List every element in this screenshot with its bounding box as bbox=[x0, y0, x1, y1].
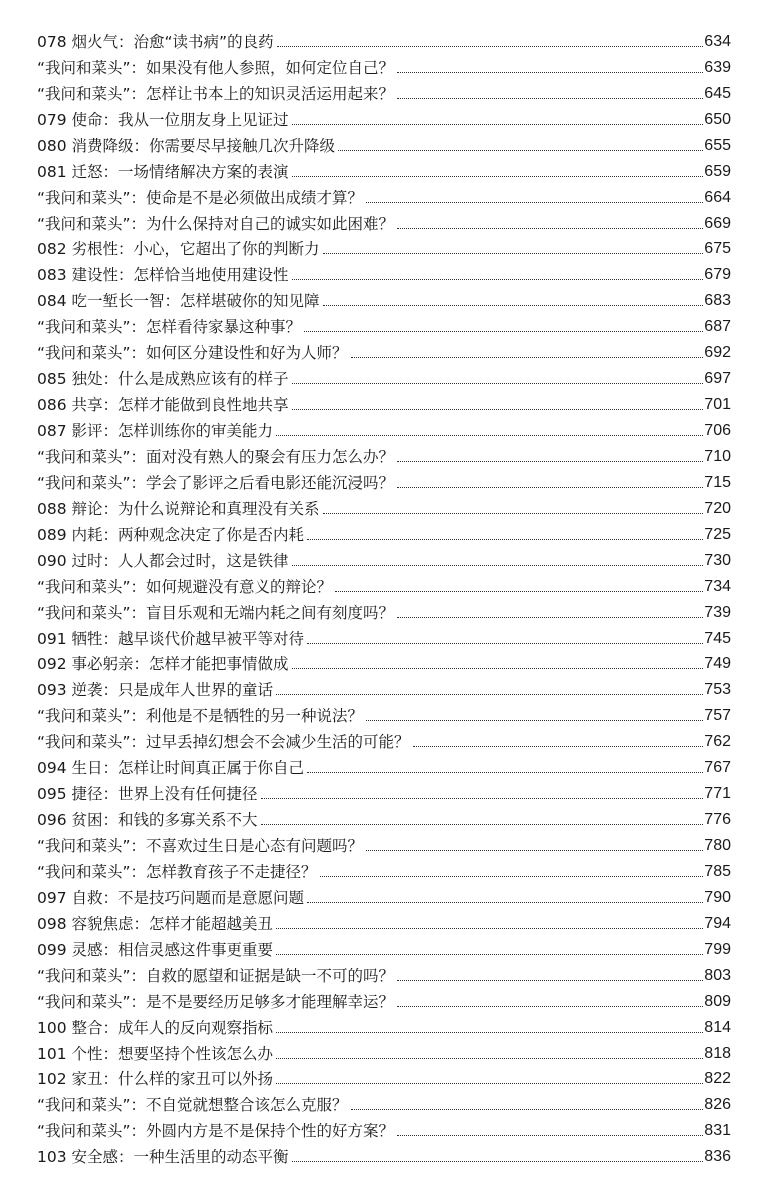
toc-entry-title: 085 独处：什么是成熟应该有的样子 bbox=[37, 370, 289, 389]
dot-leader bbox=[276, 694, 703, 695]
dot-leader bbox=[397, 487, 703, 488]
toc-entry-title: “我问和菜头”：怎样让书本上的知识灵活运用起来？ bbox=[37, 84, 395, 103]
dot-leader bbox=[276, 1083, 703, 1084]
toc-entry-page-number: 720 bbox=[704, 499, 731, 517]
toc-entry-title: 082 劣根性：小心，它超出了你的判断力 bbox=[37, 240, 320, 259]
toc-entry[interactable] bbox=[37, 182, 731, 208]
dot-leader bbox=[292, 668, 704, 669]
toc-entry-page-number: 675 bbox=[704, 240, 731, 258]
toc-entry-page-number: 818 bbox=[704, 1044, 731, 1062]
toc-entry-title: 084 吃一堑长一智：怎样堪破你的知见障 bbox=[37, 292, 320, 311]
toc-entry-title: 096 贫困：和钱的多寡关系不大 bbox=[37, 811, 258, 830]
toc-entry-page-number: 753 bbox=[704, 681, 731, 699]
toc-entry[interactable] bbox=[37, 337, 731, 363]
toc-entry[interactable] bbox=[37, 389, 731, 415]
toc-entry-title: 098 容貌焦虑：怎样才能超越美丑 bbox=[37, 914, 274, 933]
dot-leader bbox=[335, 591, 703, 592]
toc-entry[interactable] bbox=[37, 804, 731, 830]
toc-entry-title: 102 家丑：什么样的家丑可以外扬 bbox=[37, 1070, 274, 1089]
toc-entry[interactable] bbox=[37, 415, 731, 441]
dot-leader bbox=[397, 980, 703, 981]
toc-entry-title: “我问和菜头”：如何规避没有意义的辩论？ bbox=[37, 577, 333, 596]
toc-entry[interactable] bbox=[37, 285, 731, 311]
toc-entry-page-number: 809 bbox=[704, 992, 731, 1010]
dot-leader bbox=[276, 954, 703, 955]
toc-entry-page-number: 794 bbox=[704, 914, 731, 932]
table-of-contents bbox=[37, 26, 731, 1167]
dot-leader bbox=[323, 513, 704, 514]
dot-leader bbox=[366, 202, 703, 203]
toc-entry[interactable] bbox=[37, 1064, 731, 1090]
toc-entry[interactable] bbox=[37, 1012, 731, 1038]
toc-entry[interactable] bbox=[37, 726, 731, 752]
toc-entry-page-number: 655 bbox=[704, 136, 731, 154]
dot-leader bbox=[277, 46, 704, 47]
toc-entry[interactable] bbox=[37, 908, 731, 934]
toc-entry-page-number: 799 bbox=[704, 940, 731, 958]
toc-entry-page-number: 687 bbox=[704, 318, 731, 336]
toc-entry[interactable] bbox=[37, 830, 731, 856]
dot-leader bbox=[292, 176, 704, 177]
dot-leader bbox=[292, 409, 704, 410]
toc-entry-title: 103 安全感：一种生活里的动态平衡 bbox=[37, 1148, 289, 1167]
toc-entry[interactable] bbox=[37, 1115, 731, 1141]
dot-leader bbox=[323, 253, 704, 254]
dot-leader bbox=[338, 150, 703, 151]
toc-entry-page-number: 757 bbox=[704, 707, 731, 725]
dot-leader bbox=[397, 228, 703, 229]
toc-entry[interactable] bbox=[37, 493, 731, 519]
dot-leader bbox=[323, 305, 704, 306]
toc-entry-title: 091 牺牲：越早谈代价越早被平等对待 bbox=[37, 629, 305, 648]
toc-entry-title: 087 影评：怎样训练你的审美能力 bbox=[37, 422, 274, 440]
toc-entry-page-number: 785 bbox=[704, 862, 731, 880]
toc-entry-page-number: 639 bbox=[704, 58, 731, 76]
toc-entry-title: 101 个性：想要坚持个性该怎么办 bbox=[37, 1044, 274, 1063]
dot-leader bbox=[292, 565, 704, 566]
dot-leader bbox=[397, 1135, 703, 1136]
toc-entry-page-number: 822 bbox=[704, 1070, 731, 1088]
toc-entry[interactable] bbox=[37, 156, 731, 182]
toc-entry[interactable] bbox=[37, 623, 731, 649]
dot-leader bbox=[413, 746, 704, 747]
toc-entry-page-number: 771 bbox=[704, 785, 731, 803]
toc-entry-title: 099 灵感：相信灵感这件事更重要 bbox=[37, 940, 274, 959]
toc-entry[interactable] bbox=[37, 752, 731, 778]
dot-leader bbox=[276, 928, 703, 929]
dot-leader bbox=[351, 357, 704, 358]
toc-entry[interactable] bbox=[37, 700, 731, 726]
dot-leader bbox=[307, 539, 703, 540]
toc-entry-title: 086 共享：怎样才能做到良性地共享 bbox=[37, 396, 289, 415]
toc-entry-title: “我问和菜头”：怎样教育孩子不走捷径？ bbox=[37, 862, 317, 881]
toc-entry-title: “我问和菜头”：利他是不是牺牲的另一种说法？ bbox=[37, 707, 364, 726]
toc-entry-page-number: 692 bbox=[704, 344, 731, 362]
toc-entry-page-number: 664 bbox=[704, 188, 731, 206]
dot-leader bbox=[292, 383, 704, 384]
toc-entry-title: 097 自救：不是技巧问题而是意愿问题 bbox=[37, 888, 305, 907]
toc-entry-title: 078 烟火气：治愈“读书病”的良药 bbox=[37, 32, 274, 51]
toc-entry-page-number: 836 bbox=[704, 1148, 731, 1166]
toc-entry-page-number: 679 bbox=[704, 266, 731, 284]
toc-entry-title: 092 事必躬亲：怎样才能把事情做成 bbox=[37, 655, 289, 674]
toc-entry-page-number: 659 bbox=[704, 162, 731, 180]
toc-entry-page-number: 826 bbox=[704, 1096, 731, 1114]
toc-entry[interactable] bbox=[37, 960, 731, 986]
dot-leader bbox=[351, 1109, 704, 1110]
toc-entry-page-number: 701 bbox=[704, 396, 731, 414]
toc-entry-title: 079 使命：我从一位朋友身上见证过 bbox=[37, 110, 289, 129]
toc-entry-title: 093 逆袭：只是成年人世界的童话 bbox=[37, 681, 274, 700]
toc-entry-page-number: 650 bbox=[704, 110, 731, 128]
toc-entry-title: “我问和菜头”：如何区分建设性和好为人师？ bbox=[37, 344, 348, 363]
toc-entry-page-number: 767 bbox=[704, 759, 731, 777]
toc-entry[interactable] bbox=[37, 778, 731, 804]
toc-entry-page-number: 814 bbox=[704, 1018, 731, 1036]
dot-leader bbox=[397, 1006, 703, 1007]
toc-entry[interactable] bbox=[37, 1089, 731, 1115]
toc-entry[interactable] bbox=[37, 545, 731, 571]
toc-entry-title: “我问和菜头”：过早丢掉幻想会不会减少生活的可能？ bbox=[37, 733, 410, 752]
toc-entry[interactable] bbox=[37, 571, 731, 597]
dot-leader bbox=[307, 643, 703, 644]
toc-entry-title: “我问和菜头”：怎样看待家暴这种事？ bbox=[37, 318, 302, 337]
dot-leader bbox=[276, 435, 703, 436]
toc-entry-page-number: 730 bbox=[704, 551, 731, 569]
toc-entry[interactable] bbox=[37, 674, 731, 700]
toc-entry-title: 094 生日：怎样让时间真正属于你自己 bbox=[37, 759, 305, 778]
toc-entry-title: “我问和菜头”：自救的愿望和证据是缺一不可的吗？ bbox=[37, 966, 395, 985]
toc-entry-page-number: 645 bbox=[704, 84, 731, 102]
toc-entry[interactable] bbox=[37, 597, 731, 623]
toc-entry[interactable] bbox=[37, 986, 731, 1012]
toc-entry-title: “我问和菜头”：使命是不是必须做出成绩才算？ bbox=[37, 188, 364, 207]
toc-entry-page-number: 669 bbox=[704, 214, 731, 232]
toc-entry-page-number: 715 bbox=[704, 473, 731, 491]
toc-entry[interactable] bbox=[37, 104, 731, 130]
dot-leader bbox=[320, 876, 704, 877]
toc-entry-page-number: 634 bbox=[704, 32, 731, 50]
toc-entry-page-number: 683 bbox=[704, 292, 731, 310]
dot-leader bbox=[307, 772, 703, 773]
toc-entry-title: 095 捷径：世界上没有任何捷径 bbox=[37, 785, 258, 804]
toc-entry-title: “我问和菜头”：如果没有他人参照，如何定位自己？ bbox=[37, 58, 395, 77]
toc-entry-title: “我问和菜头”：面对没有熟人的聚会有压力怎么办？ bbox=[37, 447, 395, 466]
toc-entry-page-number: 749 bbox=[704, 655, 731, 673]
toc-entry-title: 081 迁怒：一场情绪解决方案的表演 bbox=[37, 162, 289, 181]
toc-entry-title: 088 辩论：为什么说辩论和真理没有关系 bbox=[37, 499, 320, 518]
toc-entry[interactable] bbox=[37, 441, 731, 467]
toc-entry[interactable] bbox=[37, 882, 731, 908]
toc-entry[interactable] bbox=[37, 519, 731, 545]
toc-entry[interactable] bbox=[37, 208, 731, 234]
toc-entry[interactable] bbox=[37, 1038, 731, 1064]
toc-entry-title: “我问和菜头”：不喜欢过生日是心态有问题吗？ bbox=[37, 837, 364, 855]
toc-entry-page-number: 725 bbox=[704, 525, 731, 543]
dot-leader bbox=[366, 720, 703, 721]
toc-entry-page-number: 745 bbox=[704, 629, 731, 647]
toc-entry-title: 089 内耗：两种观念决定了你是否内耗 bbox=[37, 525, 305, 544]
toc-entry-page-number: 710 bbox=[704, 447, 731, 465]
toc-entry[interactable] bbox=[37, 1141, 731, 1167]
toc-entry-title: 100 整合：成年人的反向观察指标 bbox=[37, 1018, 274, 1037]
toc-entry-title: “我问和菜头”：是不是要经历足够多才能理解幸运？ bbox=[37, 992, 395, 1011]
dot-leader bbox=[261, 824, 704, 825]
dot-leader bbox=[276, 1032, 703, 1033]
dot-leader bbox=[397, 98, 703, 99]
toc-entry-title: “我问和菜头”：外圆内方是不是保持个性的好方案？ bbox=[37, 1122, 395, 1141]
toc-entry-page-number: 706 bbox=[704, 422, 731, 439]
dot-leader bbox=[261, 798, 704, 799]
toc-entry-page-number: 780 bbox=[704, 837, 731, 854]
toc-entry-title: 090 过时：人人都会过时，这是铁律 bbox=[37, 551, 289, 570]
toc-entry[interactable] bbox=[37, 52, 731, 78]
toc-entry-page-number: 831 bbox=[704, 1122, 731, 1140]
toc-entry-page-number: 734 bbox=[704, 577, 731, 595]
toc-entry[interactable] bbox=[37, 78, 731, 104]
dot-leader bbox=[292, 279, 704, 280]
dot-leader bbox=[292, 1161, 704, 1162]
dot-leader bbox=[366, 850, 703, 851]
toc-entry-page-number: 697 bbox=[704, 370, 731, 388]
dot-leader bbox=[276, 1058, 703, 1059]
dot-leader bbox=[397, 461, 703, 462]
toc-entry-page-number: 739 bbox=[704, 603, 731, 621]
toc-entry[interactable] bbox=[37, 363, 731, 389]
toc-entry[interactable] bbox=[37, 856, 731, 882]
toc-entry-title: 083 建设性：怎样恰当地使用建设性 bbox=[37, 266, 289, 285]
toc-entry-page-number: 762 bbox=[704, 733, 731, 751]
toc-entry-title: 080 消费降级：你需要尽早接触几次升降级 bbox=[37, 136, 336, 155]
dot-leader bbox=[304, 331, 703, 332]
toc-entry[interactable] bbox=[37, 259, 731, 285]
toc-entry-page-number: 803 bbox=[704, 966, 731, 984]
toc-entry-title: “我问和菜头”：盲目乐观和无端内耗之间有刻度吗？ bbox=[37, 603, 395, 622]
toc-entry[interactable] bbox=[37, 467, 731, 493]
toc-entry[interactable] bbox=[37, 26, 731, 52]
toc-entry-title: “我问和菜头”：学会了影评之后看电影还能沉浸吗？ bbox=[37, 473, 395, 492]
toc-entry-page-number: 776 bbox=[704, 811, 731, 829]
dot-leader bbox=[292, 124, 704, 125]
toc-entry[interactable] bbox=[37, 934, 731, 960]
toc-entry-page-number: 790 bbox=[704, 888, 731, 906]
toc-entry[interactable] bbox=[37, 234, 731, 260]
toc-entry[interactable] bbox=[37, 311, 731, 337]
toc-entry[interactable] bbox=[37, 130, 731, 156]
toc-entry-title: “我问和菜头”：不自觉就想整合该怎么克服？ bbox=[37, 1096, 348, 1115]
toc-entry-title: “我问和菜头”：为什么保持对自己的诚实如此困难？ bbox=[37, 214, 395, 233]
dot-leader bbox=[307, 902, 703, 903]
toc-entry[interactable] bbox=[37, 649, 731, 675]
dot-leader bbox=[397, 72, 703, 73]
dot-leader bbox=[397, 617, 703, 618]
